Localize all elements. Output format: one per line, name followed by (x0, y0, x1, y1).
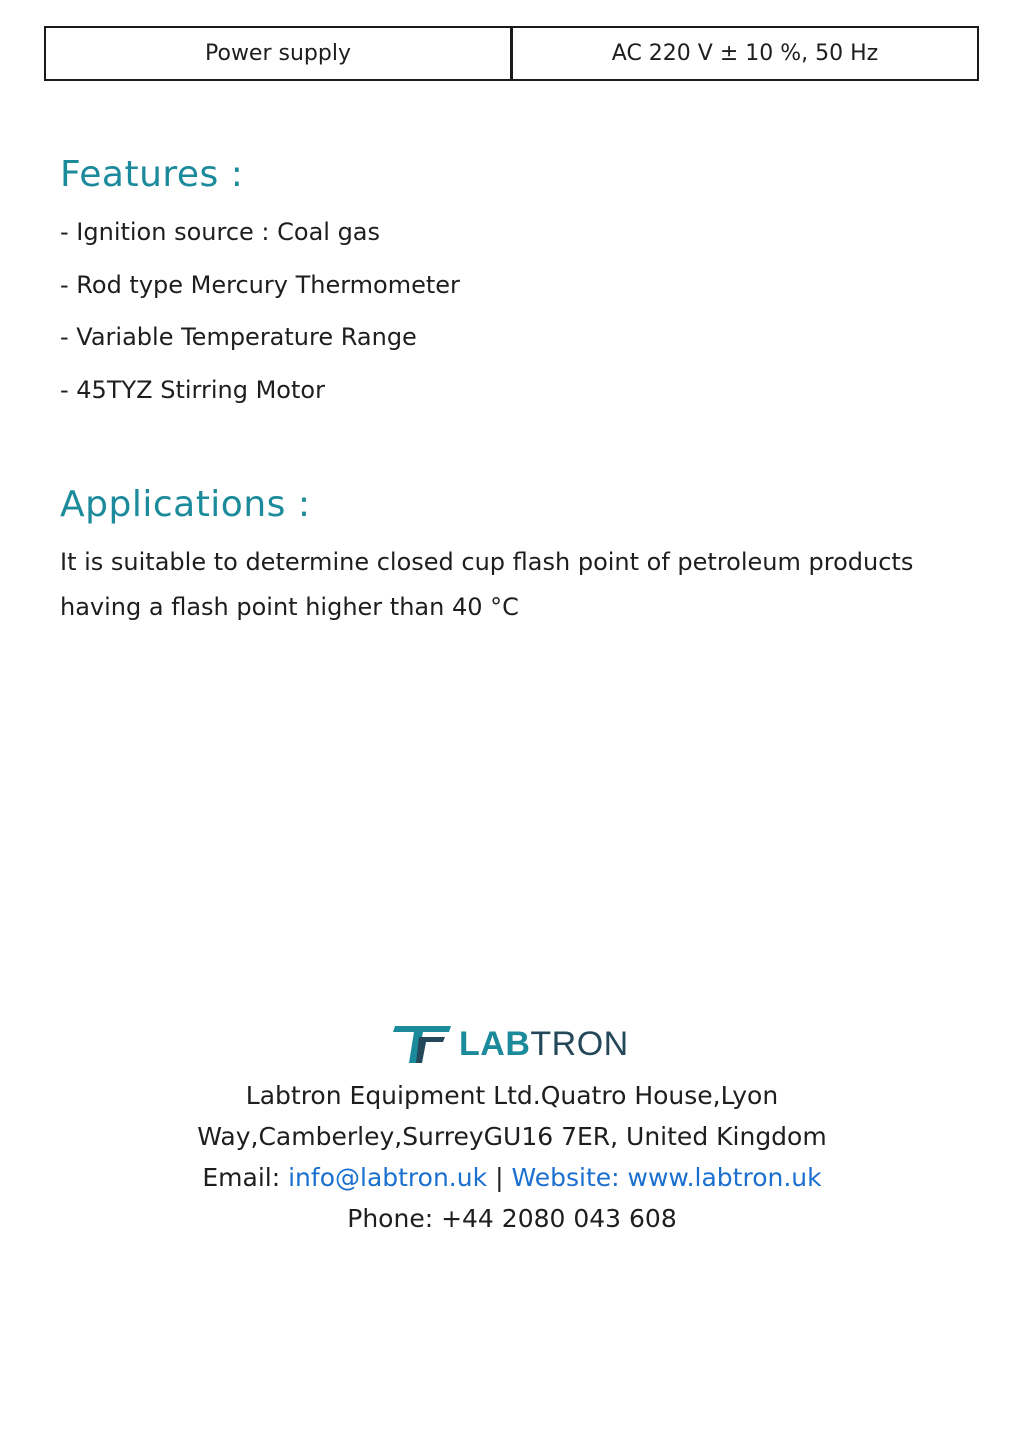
logo-tron-text: TRON (530, 1025, 629, 1063)
email-label: Email: (202, 1163, 281, 1192)
applications-text: It is suitable to determine closed cup flash point of petroleum products having a flash point higher than 40 °C (60, 548, 914, 621)
address-line-1: Labtron Equipment Ltd.Quatro House,Lyon (245, 1081, 779, 1110)
address-line-2: Way,Camberley,SurreyGU16 7ER, United Kingdom (197, 1122, 827, 1151)
feature-item: - 45TYZ Stirring Motor (60, 376, 325, 404)
logo-wordmark (459, 1022, 629, 1066)
applications-heading: Applications : (60, 484, 311, 525)
email-link[interactable]: info@labtron.uk (288, 1163, 488, 1192)
spec-table (44, 26, 979, 81)
website-link[interactable]: Website: www.labtron.uk (511, 1163, 822, 1192)
labtron-logo-icon (393, 1023, 453, 1065)
logo-lab-text: LAB (459, 1025, 531, 1063)
phone-line: Phone: +44 2080 043 608 (347, 1204, 677, 1233)
feature-item: - Variable Temperature Range (60, 323, 417, 351)
feature-item: - Rod type Mercury Thermometer (60, 271, 460, 299)
company-logo (393, 1022, 629, 1066)
feature-item: - Ignition source : Coal gas (60, 218, 381, 246)
spec-label: Power supply (46, 28, 513, 79)
contact-line (0, 1163, 1024, 1192)
features-heading: Features : (60, 154, 244, 195)
spec-value: AC 220 V ± 10 %, 50 Hz (611, 41, 879, 66)
separator: | (495, 1163, 504, 1192)
